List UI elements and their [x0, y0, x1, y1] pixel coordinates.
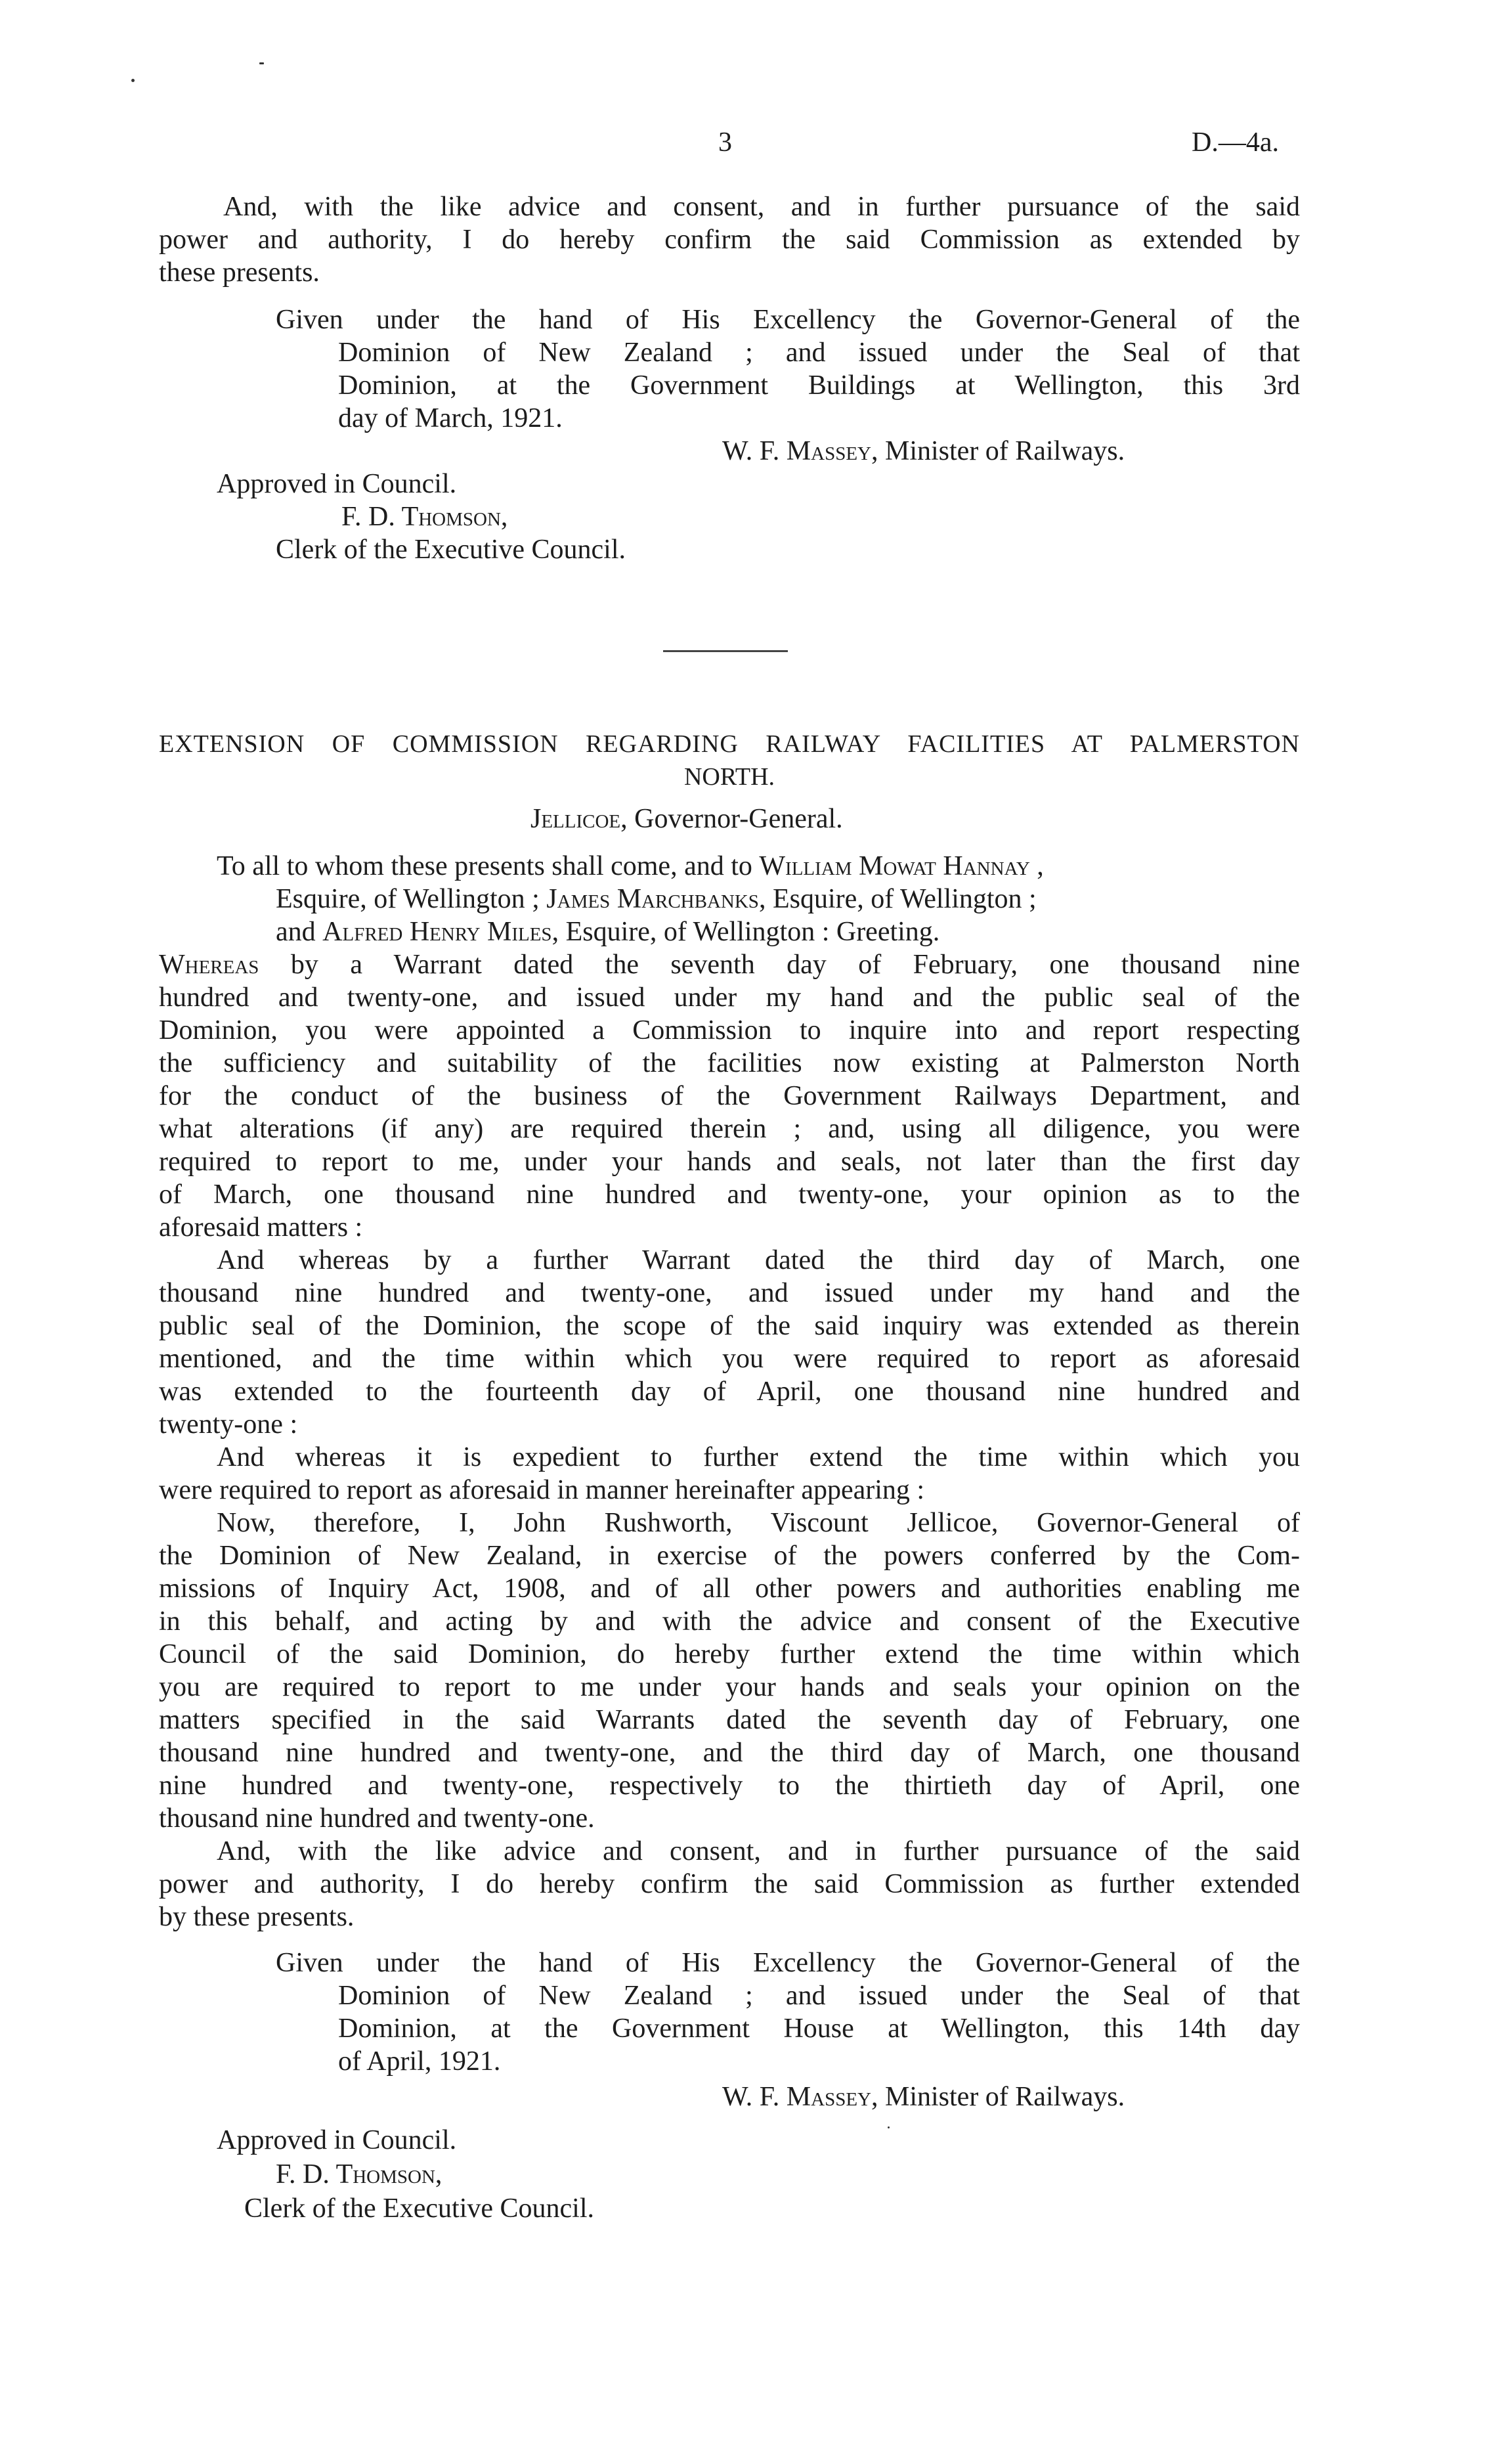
text-line: in this behalf, and acting by and with the advice and consent of the Executive	[159, 1606, 1300, 1637]
text-line: power and authority, I do hereby confirm the said Commission as further extended	[159, 1869, 1300, 1899]
clerk-name: F. D. Thomson,	[276, 2159, 443, 2190]
text-line: aforesaid matters :	[159, 1212, 363, 1243]
text-line: of April, 1921.	[338, 2046, 501, 2077]
text-line	[159, 948, 1300, 981]
text-line: Dominion, at the Government House at Wellington, this 14th day	[338, 2014, 1300, 2044]
heading-line: EXTENSION OF COMMISSION REGARDING RAILWAY FACILITIES AT PALMERSTON	[159, 730, 1300, 758]
text-line: Dominion, you were appointed a Commission to inquire into and report respecting	[159, 1015, 1300, 1045]
text-line: you are required to report to me under your hands and seals your opinion on the	[159, 1672, 1300, 1702]
clerk-name: F. D. Thomson,	[341, 502, 508, 532]
text-line: Given under the hand of His Excellency the Governor-General of the	[276, 305, 1300, 335]
address-text: , Esquire, of Wellington ;	[758, 884, 1037, 914]
address-text: Esquire, of Wellington ;	[276, 884, 547, 914]
text-line: And whereas it is expedient to further extend the time within which you	[217, 1442, 1300, 1472]
text-line: the sufficiency and suitability of the facilities now existing at Palmerston North	[159, 1048, 1300, 1078]
text-line	[217, 850, 1044, 883]
approved-in-council: Approved in Council.	[217, 2125, 457, 2155]
commissioner-name: William Mowat Hannay	[759, 851, 1030, 881]
commissioner-name: Alfred Henry Miles	[322, 917, 552, 947]
scan-speck	[259, 62, 264, 64]
text-line: nine hundred and twenty-one, respectively to the thirtieth day of April, one	[159, 1771, 1300, 1801]
section-divider	[663, 650, 788, 652]
scan-speck	[888, 2126, 890, 2128]
text-line: Given under the hand of His Excellency the Governor-General of the	[276, 1948, 1300, 1978]
minister-title: , Minister of Railways.	[871, 436, 1125, 466]
clerk-title: Clerk of the Executive Council.	[276, 535, 626, 565]
commissioner-name: James Marchbanks	[546, 884, 759, 914]
text-line: for the conduct of the business of the Government Railways Department, and	[159, 1081, 1300, 1111]
text-line: were required to report as aforesaid in manner hereinafter appearing :	[159, 1475, 925, 1505]
text-line: public seal of the Dominion, the scope of the said inquiry was extended as therein	[159, 1311, 1300, 1341]
address-text: and	[276, 917, 323, 947]
text-line: these presents.	[159, 257, 320, 288]
text-line: And whereas by a further Warrant dated the third day of March, one	[217, 1245, 1300, 1275]
text-line: matters specified in the said Warrants dated the seventh day of February, one	[159, 1705, 1300, 1735]
address-punct: ,	[1029, 851, 1044, 881]
text-line: hundred and twenty-one, and issued under my hand and the public seal of the	[159, 982, 1300, 1013]
text-line: twenty-one :	[159, 1409, 298, 1440]
text-line: power and authority, I do hereby confirm the said Commission as extended by	[159, 225, 1300, 255]
text-line: missions of Inquiry Act, 1908, and of all other powers and authorities enabling me	[159, 1574, 1300, 1604]
text-line: thousand nine hundred and twenty-one.	[159, 1803, 595, 1834]
approved-in-council: Approved in Council.	[217, 469, 457, 499]
minister-initials: W. F.	[722, 2082, 780, 2112]
heading-line: NORTH.	[683, 763, 775, 791]
text-line: day of March, 1921.	[338, 403, 563, 433]
whereas-word: Whereas	[159, 950, 259, 980]
text-line: And, with the like advice and consent, and in further pursuance of the said	[223, 192, 1300, 222]
section-heading	[159, 728, 1300, 793]
text-line: by these presents.	[159, 1902, 355, 1932]
governor-name: Jellicoe	[530, 804, 621, 834]
page-number: 3	[718, 127, 732, 158]
minister-name: Massey	[786, 436, 871, 466]
text-line	[276, 883, 1037, 915]
minister-signature	[722, 2080, 1125, 2113]
text-line: what alterations (if any) are required therein ; and, using all diligence, you were	[159, 1114, 1300, 1144]
text-line: the Dominion of New Zealand, in exercise of the powers conferred by the Com-	[159, 1541, 1300, 1571]
text-line: Now, therefore, I, John Rushworth, Viscount Jellicoe, Governor-General of	[217, 1508, 1300, 1538]
governor-line	[530, 803, 843, 835]
text-line: was extended to the fourteenth day of April, one thousand nine hundred and	[159, 1376, 1300, 1407]
whereas-text: by a Warrant dated the seventh day of February, one thousand nine	[259, 950, 1300, 980]
minister-signature	[722, 435, 1125, 468]
minister-title: , Minister of Railways.	[871, 2082, 1125, 2112]
address-text: , Esquire, of Wellington : Greeting.	[551, 917, 940, 947]
text-line: Council of the said Dominion, do hereby further extend the time within which	[159, 1639, 1300, 1669]
text-line: And, with the like advice and consent, and in further pursuance of the said	[217, 1836, 1300, 1866]
address-intro: To all to whom these presents shall come, and to	[217, 851, 760, 881]
scan-speck	[131, 79, 135, 82]
document-reference: D.—4a.	[1192, 127, 1279, 158]
governor-title: , Governor-General.	[620, 804, 843, 834]
minister-initials: W. F.	[722, 436, 780, 466]
minister-name: Massey	[786, 2082, 871, 2112]
text-line: Dominion, at the Government Buildings at Wellington, this 3rd	[338, 370, 1300, 401]
text-line: mentioned, and the time within which you were required to report as aforesaid	[159, 1344, 1300, 1374]
text-line: of March, one thousand nine hundred and twenty-one, your opinion as to the	[159, 1179, 1300, 1210]
clerk-title: Clerk of the Executive Council.	[244, 2193, 595, 2224]
text-line: thousand nine hundred and twenty-one, and the third day of March, one thousand	[159, 1738, 1300, 1768]
text-line	[276, 915, 940, 948]
text-line: thousand nine hundred and twenty-one, and issued under my hand and the	[159, 1278, 1300, 1308]
text-line: Dominion of New Zealand ; and issued under the Seal of that	[338, 338, 1300, 368]
text-line: required to report to me, under your hands and seals, not later than the first day	[159, 1147, 1300, 1177]
text-line: Dominion of New Zealand ; and issued under the Seal of that	[338, 1981, 1300, 2011]
